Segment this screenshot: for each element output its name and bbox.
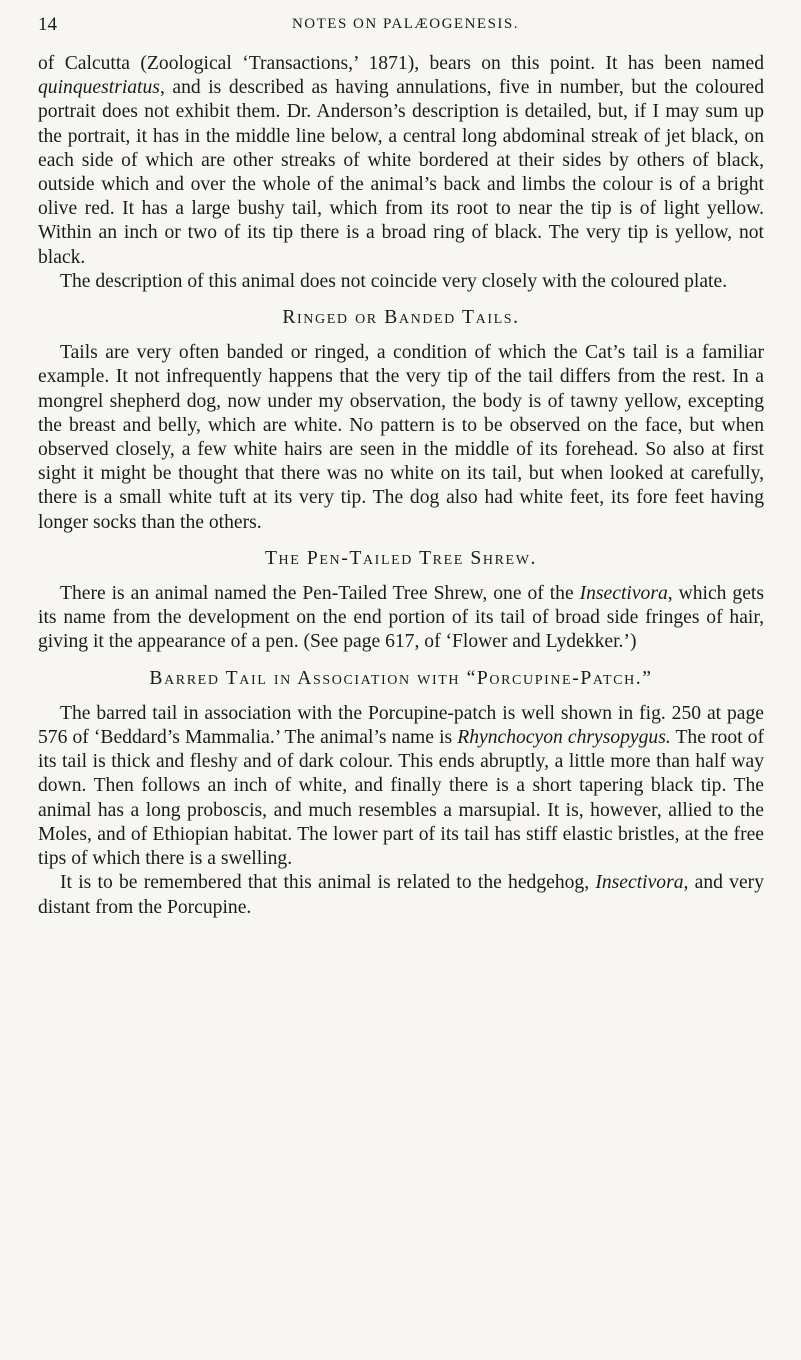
paragraph-text: The barred tail in association with the Porcupine-patch is well shown in fig. 250 at page 576 of ‘Beddard’s Mammalia.’ The animal’s name is xyxy=(38,702,764,749)
paragraph-tree-shrew xyxy=(38,582,764,655)
section-heading-tree-shrew: The Pen-Tailed Tree Shrew. xyxy=(264,547,538,569)
page-number: 14 xyxy=(38,14,57,35)
paragraph-text: , and is described as having annulations, five in number, but the coloured portrait does not exhibit them. Dr. Anderson’s description is detailed, but, if I may sum up the portrait, it has in the middle line below, a central long abdominal streak of jet black, on each side of which are other streaks of white bordered at their sides by others of black, outside which and over the whole of the animal’s back and limbs the colour is of a bright olive red. It has a large bushy tail, which from its root to near the tip is of light yellow. Within an inch or two of its tip there is a broad ring of black. The very tip is yellow, not black. xyxy=(38,77,764,268)
paragraph-barred-tail xyxy=(38,702,764,871)
paragraph-text: It is to be remembered that this animal is related to the hedgehog, xyxy=(60,872,596,894)
taxon-name: Insectivora xyxy=(595,872,684,894)
paragraph-ringed-tails: Tails are very often banded or ringed, a condition of which the Cat’s tail is a familiar example. It not infrequently happens that the very tip of the tail differs from the rest. In a mongrel shepherd dog, now under my observation, the body is of tawny yellow, excepting the breast and belly, which are white. No pattern is to be observed on the face, but when observed closely, a few white hairs are seen in the middle of its forehead. So also at first sight it might be thought that there was no white on its tail, but when looked at carefully, there is a small white tuft at its very tip. The dog also had white feet, its fore feet having longer socks than the others. xyxy=(38,342,764,533)
paragraph-coloured-plate: The description of this animal does not coincide very closely with the coloured plate. xyxy=(60,270,728,292)
paragraph-calcutta xyxy=(38,52,764,270)
running-title: NOTES ON PALÆOGENESIS. xyxy=(291,16,520,32)
section-heading-ringed-tails: Ringed or Banded Tails. xyxy=(282,307,520,329)
section-heading-barred-tail: Barred Tail in Association with “Porcupine-Patch.” xyxy=(149,667,653,689)
paragraph-text: , and very distant from the Porcupine. xyxy=(38,872,764,918)
species-name: quinquestriatus xyxy=(38,77,160,99)
paragraph-text: , which gets its name from the development on the end portion of its tail of broad side fringes of hair, giving it the appearance of a pen. (See page 617, of ‘Flower and Lydekker.’) xyxy=(38,583,764,653)
running-head xyxy=(38,14,773,38)
taxon-name: Insectivora xyxy=(579,583,668,605)
species-name: Rhynchocyon chrysopygus. xyxy=(457,727,671,749)
paragraph-hedgehog xyxy=(38,871,764,919)
page-body xyxy=(38,52,764,920)
paragraph-text: of Calcutta (Zoological ‘Transactions,’ 1871), bears on this point. It has been named xyxy=(38,53,764,74)
paragraph-text: The root of its tail is thick and fleshy and of dark colour. This ends abruptly, a little more than half way down. Then follows an inch of white, and finally there is a short tapering black tip. The animal has a long proboscis, and much resembles a marsupial. It is, however, allied to the Moles, and of Ethiopian habitat. The lower part of its tail has stiff elastic bristles, at the free tips of which there is a swelling. xyxy=(38,727,764,870)
paragraph-text: There is an animal named the Pen-Tailed Tree Shrew, one of the xyxy=(60,583,580,605)
